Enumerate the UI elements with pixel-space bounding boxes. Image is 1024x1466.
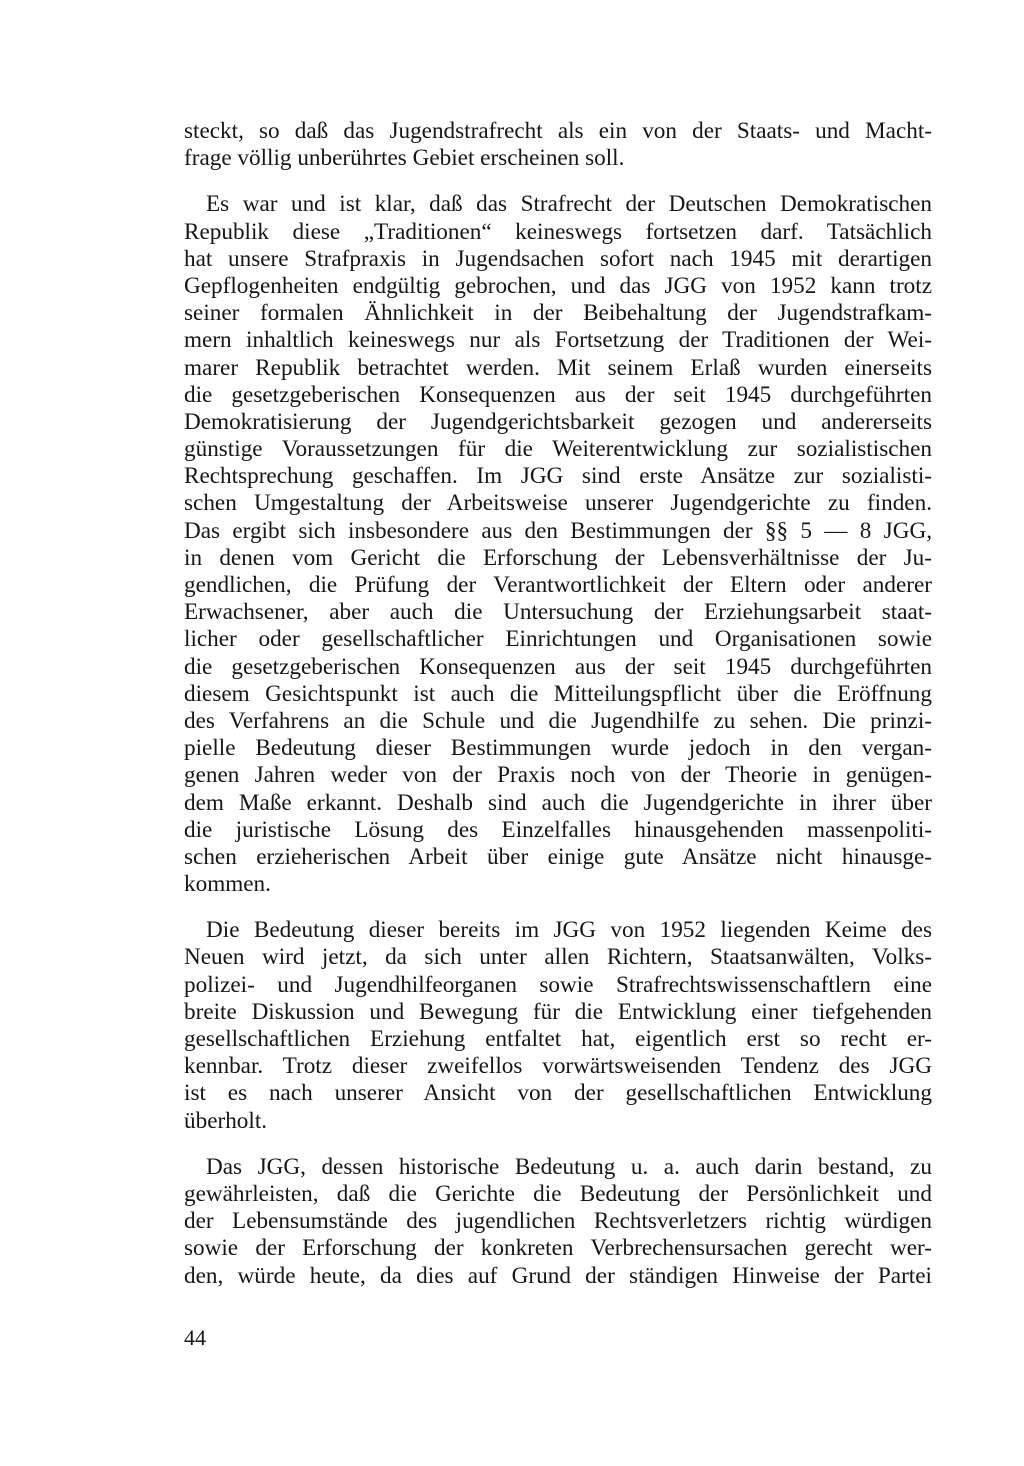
text-line: die gesetzgeberischen Konsequenzen aus der seit 1945 durchgeführten — [184, 653, 932, 680]
text-line: schen Umgestaltung der Arbeitsweise unserer Jugendgerichte zu finden. — [184, 490, 932, 517]
text-line: Republik diese „Traditionen“ keineswegs fortsetzen darf. Tatsächlich — [184, 218, 932, 245]
text-line: günstige Voraussetzungen für die Weiterentwicklung zur sozialistischen — [184, 436, 932, 463]
text-line: steckt, so daß das Jugendstrafrecht als ein von der Staats- und Macht- — [184, 118, 932, 144]
text-line: breite Diskussion und Bewegung für die Entwicklung einer tiefgehenden — [184, 998, 932, 1025]
text-line: Neuen wird jetzt, da sich unter allen Richtern, Staatsanwälten, Volks- — [184, 944, 932, 971]
text-line: diesem Gesichtspunkt ist auch die Mitteilungspflicht über die Eröffnung — [184, 680, 932, 707]
text-line: in denen vom Gericht die Erforschung der Lebensverhältnisse der Ju- — [184, 544, 932, 571]
text-line: dem Maße erkannt. Deshalb sind auch die Jugendgerichte in ihrer über — [184, 789, 932, 816]
text-line: kennbar. Trotz dieser zweifellos vorwärtsweisenden Tendenz des JGG — [184, 1053, 932, 1080]
text-line: mern inhaltlich keineswegs nur als Fortsetzung der Traditionen der Wei- — [184, 327, 932, 354]
text-line: die juristische Lösung des Einzelfalles hinausgehenden massenpoliti- — [184, 816, 932, 843]
text-line: marer Republik betrachtet werden. Mit seinem Erlaß wurden einerseits — [184, 354, 932, 381]
text-line: Das ergibt sich insbesondere aus den Bestimmungen der §§ 5 — 8 JGG, — [184, 517, 932, 544]
text-line: überholt. — [184, 1107, 268, 1134]
text-line: frage völlig unberührtes Gebiet erscheinen soll. — [184, 145, 625, 172]
paragraph-4 — [184, 1154, 932, 1290]
text-line: seiner formalen Ähnlichkeit in der Beibehaltung der Jugendstrafkam- — [184, 300, 932, 327]
text-line: gendlichen, die Prüfung der Verantwortlichkeit der Eltern oder anderer — [184, 572, 932, 598]
text-line: Gepflogenheiten endgültig gebrochen, und das JGG von 1952 kann trotz — [184, 272, 932, 299]
text-line: polizei- und Jugendhilfeorganen sowie Strafrechtswissenschaftlern eine — [184, 971, 932, 998]
paragraph-1 — [184, 118, 932, 172]
text-line: Es war und ist klar, daß das Strafrecht der Deutschen Demokratischen — [206, 191, 932, 218]
paragraph-2 — [184, 191, 932, 898]
text-line: Das JGG, dessen historische Bedeutung u. a. auch darin bestand, zu — [206, 1153, 932, 1180]
text-line: Erwachsener, aber auch die Untersuchung der Erziehungsarbeit staat- — [184, 599, 932, 626]
text-line: den, würde heute, da dies auf Grund der ständigen Hinweise der Partei — [184, 1262, 932, 1289]
body-text — [184, 118, 932, 1290]
text-line: gewährleisten, daß die Gerichte die Bedeutung der Persönlichkeit und — [184, 1180, 932, 1207]
text-line: hat unsere Strafpraxis in Jugendsachen sofort nach 1945 mit derartigen — [184, 245, 932, 272]
text-line: licher oder gesellschaftlicher Einrichtungen und Organisationen sowie — [184, 626, 932, 653]
text-line: des Verfahrens an die Schule und die Jugendhilfe zu sehen. Die prinzi- — [184, 707, 932, 734]
text-line: kommen. — [184, 871, 271, 898]
text-line: der Lebensumstände des jugendlichen Rechtsverletzers richtig würdigen — [184, 1208, 932, 1235]
page-number: 44 — [184, 1325, 206, 1350]
text-line: Demokratisierung der Jugendgerichtsbarkeit gezogen und andererseits — [184, 408, 932, 435]
text-line: pielle Bedeutung dieser Bestimmungen wurde jedoch in den vergan- — [184, 735, 932, 762]
text-line: ist es nach unserer Ansicht von der gesellschaftlichen Entwicklung — [184, 1080, 932, 1107]
text-line: sowie der Erforschung der konkreten Verbrechensursachen gerecht wer- — [184, 1235, 932, 1262]
text-line: Rechtsprechung geschaffen. Im JGG sind erste Ansätze zur sozialisti- — [184, 463, 932, 490]
text-line: Die Bedeutung dieser bereits im JGG von 1952 liegenden Keime des — [206, 917, 932, 944]
paragraph-3 — [184, 917, 932, 1135]
text-line: gesellschaftlichen Erziehung entfaltet hat, eigentlich erst so recht er- — [184, 1026, 932, 1052]
text-line: genen Jahren weder von der Praxis noch von der Theorie in genügen- — [184, 762, 932, 789]
text-line: schen erzieherischen Arbeit über einige gute Ansätze nicht hinausge- — [184, 843, 932, 870]
text-line: die gesetzgeberischen Konsequenzen aus der seit 1945 durchgeführten — [184, 381, 932, 408]
